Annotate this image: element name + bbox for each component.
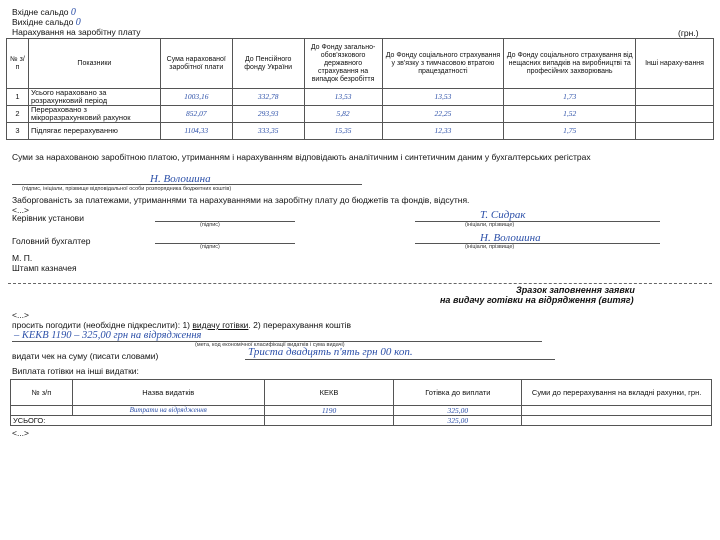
head-label: Керівник установи (12, 213, 84, 223)
row-other (636, 123, 714, 140)
col-unemployment: До Фонду загально-обов'язкового державного страхування на випадок безробіття (304, 39, 382, 89)
sample-title-1: Зразок заповнення заявки (516, 285, 635, 295)
col-transfer: Суми до перерахування на вкладні рахунки, грн. (522, 380, 712, 406)
row-name: Витрати на відрядження (72, 406, 264, 416)
row-sum: 1104,33 (160, 123, 232, 140)
section-separator (8, 283, 712, 284)
row-temporary: 22,25 (382, 106, 504, 123)
responsible-line (12, 184, 362, 185)
col-temporary: До Фонду соціального страхування у зв'язку з тимчасовою втратою працездатності (382, 39, 504, 89)
row-num: 1 (7, 89, 29, 106)
col-indicators: Показники (28, 39, 160, 89)
handwritten-responsible-name: Н. Волошина (150, 173, 211, 185)
head-name-caption: (ініціали, прізвище) (465, 222, 515, 228)
omission-3: <...> (12, 428, 30, 438)
table-header-row (7, 39, 714, 89)
row-unemployment: 5,82 (304, 106, 382, 123)
accountant-name-line (415, 243, 660, 244)
handwritten-head-name: Т. Сидрак (480, 209, 526, 221)
row-pension: 293,93 (232, 106, 304, 123)
col-accidents: До Фонду соціального страхування від нещасних випадків на виробництві та професійних захворювань (504, 39, 636, 89)
row-other (636, 106, 714, 123)
row-num: 3 (7, 123, 29, 140)
debt-text: Заборгованість за платежами, утриманнями та нарахуваннями на заробітну плату до бюджетів та фондів, відсутня. (12, 195, 470, 205)
head-name-line (415, 221, 660, 222)
head-signature-line (155, 221, 295, 222)
table-header-row (11, 380, 712, 406)
handwritten-accountant-name: Н. Волошина (480, 232, 541, 244)
opening-balance-value: 0 (70, 7, 76, 18)
accountant-signature-line (155, 243, 295, 244)
row-cash: 325,00 (394, 406, 522, 416)
row-pension: 332,78 (232, 89, 304, 106)
row-label: Усього нараховано за розрахунковий період (28, 89, 160, 106)
opening-balance-label: Вхідне сальдо (12, 7, 69, 17)
handwritten-purpose: – КЕКВ 1190 – 325,00 грн на відрядження (14, 330, 202, 341)
row-unemployment: 13,53 (304, 89, 382, 106)
sample-title-2: на видачу готівки на відрядження (витяг) (440, 295, 634, 305)
row-pension: 333,35 (232, 123, 304, 140)
stamp-treasury: Штамп казначея (12, 263, 77, 273)
row-label: Підлягає перерахуванню (28, 123, 160, 140)
row-transfer (522, 406, 712, 416)
total-kekv-empty (264, 416, 394, 426)
table-row (7, 89, 714, 106)
request-prefix: просить погодити (необхідне підкреслити): 1) (12, 320, 191, 330)
col-name: Назва видатків (72, 380, 264, 406)
request-line: просить погодити (необхідне підкреслити): 1) видачу готівки. 2) перерахування коштів (12, 320, 351, 330)
col-other: Інші нараху-вання (636, 39, 714, 89)
col-cash: Готівка до виплати (394, 380, 522, 406)
row-num: 2 (7, 106, 29, 123)
responsible-caption: (підпис, ініціали, прізвище відповідальної особи розпорядника бюджетних коштів) (22, 186, 232, 192)
unit-label: (грн.) (678, 28, 699, 38)
table-row (11, 406, 712, 416)
check-label: видати чек на суму (писати словами) (12, 351, 159, 361)
row-sum: 852,07 (160, 106, 232, 123)
chief-accountant-label: Головний бухгалтер (12, 236, 91, 246)
request-option-transfer: 2) перерахування коштів (253, 320, 351, 330)
table-row (7, 106, 714, 123)
row-sum: 1003,16 (160, 89, 232, 106)
check-line (245, 359, 555, 360)
total-label: УСЬОГО: (11, 416, 265, 426)
closing-balance-value: 0 (75, 17, 81, 28)
closing-balance-label: Вихідне сальдо (12, 17, 74, 27)
row-num (11, 406, 73, 416)
col-kekv: КЕКВ (264, 380, 394, 406)
row-kekv: 1190 (264, 406, 394, 416)
omission-1: <...> (12, 205, 30, 215)
accruals-table (6, 38, 714, 140)
handwritten-check-amount: Триста двадцять п'ять грн 00 коп. (248, 346, 413, 358)
col-sum: Сума нарахованої заробітної плати (160, 39, 232, 89)
row-accidents: 1,73 (504, 89, 636, 106)
col-num: № з/п (11, 380, 73, 406)
other-expenses-title: Виплата готівки на інші видатки: (12, 366, 139, 376)
accountant-signature-caption: (підпис) (200, 244, 220, 250)
col-pension: До Пенсійного фонду України (232, 39, 304, 89)
total-cash: 325,00 (394, 416, 522, 426)
accrual-title: Нарахування на заробітну плату (12, 27, 141, 37)
cash-table (10, 379, 712, 426)
accountant-name-caption: (ініціали, прізвище) (465, 244, 515, 250)
table-row (7, 123, 714, 140)
omission-2: <...> (12, 310, 30, 320)
purpose-caption: (мета, код економічної класифікації видатків і сума видачі) (195, 342, 345, 348)
row-label: Перераховано з мікроразрахунковий рахунок (28, 106, 160, 123)
head-signature-caption: (підпис) (200, 222, 220, 228)
stamp-mp: М. П. (12, 253, 33, 263)
row-temporary: 13,53 (382, 89, 504, 106)
col-num: № з/п (7, 39, 29, 89)
table-total-row (11, 416, 712, 426)
total-transfer-empty (522, 416, 712, 426)
row-temporary: 12,33 (382, 123, 504, 140)
conformity-text: Суми за нарахованою заробітною платою, утриманням і нарахуванням відповідають аналітичним і синтетичним даним у бухгалтерських регістрах (12, 152, 591, 162)
row-unemployment: 15,35 (304, 123, 382, 140)
row-accidents: 1,75 (504, 123, 636, 140)
row-accidents: 1,52 (504, 106, 636, 123)
row-other (636, 89, 714, 106)
request-option-cash: видачу готівки (192, 320, 249, 330)
